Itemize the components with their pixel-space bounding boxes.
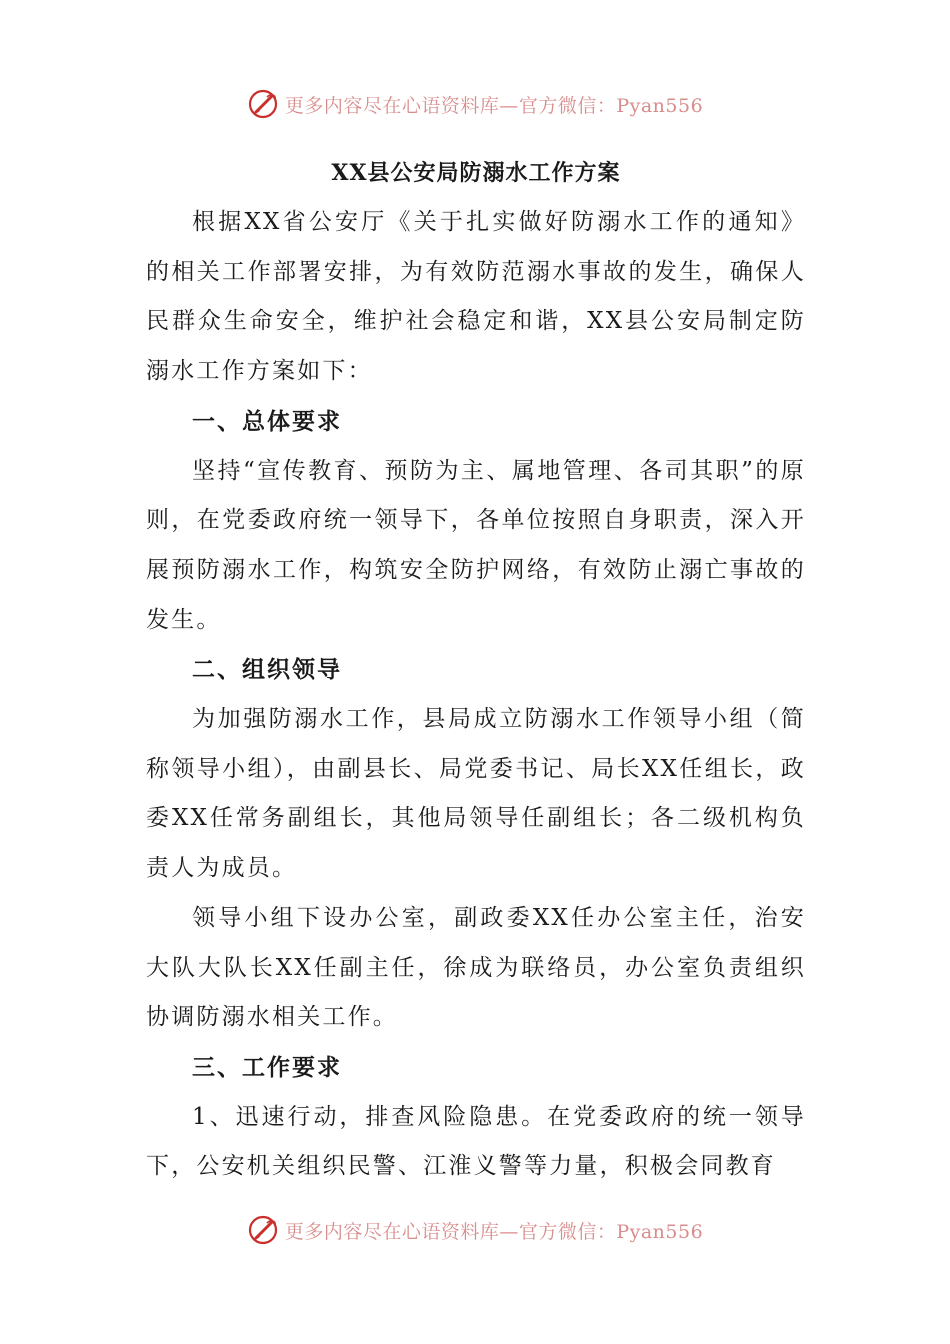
watermark-text: 更多内容尽在心语资料库—官方微信：Pyan556 [284, 1220, 704, 1243]
section-heading-general: 一、总体要求 [192, 407, 342, 435]
section-heading-requirements: 三、工作要求 [192, 1053, 342, 1081]
document-body [146, 148, 806, 1192]
section-requirements-paragraph-1: 1、迅速行动，排查风险隐患。在党委政府的统一领导下，公安机关组织民警、江淮义警等力量，积极会同教育 [146, 1103, 806, 1180]
document-title: XX县公安局防溺水工作方案 [331, 160, 621, 186]
section-organization-paragraph-2: 领导小组下设办公室，副政委XX任办公室主任，治安大队大队长XX任副主任，徐成为联络员，办公室负责组织协调防溺水相关工作。 [146, 904, 806, 1031]
section-general-paragraph: 坚持“宣传教育、预防为主、属地管理、各司其职”的原则，在党委政府统一领导下，各单位按照自身职责，深入开展预防溺水工作，构筑安全防护网络，有效防止溺亡事故的发生。 [146, 457, 806, 633]
header-watermark-banner [0, 84, 950, 124]
section-organization-paragraph-1: 为加强防溺水工作，县局成立防溺水工作领导小组（简称领导小组），由副县长、局党委书记、局长XX任组长，政委XX任常务副组长，其他局领导任副组长；各二级机构负责人为成员。 [146, 706, 806, 882]
watermark-text: 更多内容尽在心语资料库—官方微信：Pyan556 [284, 94, 704, 117]
section-heading-organization: 二、组织领导 [192, 656, 342, 684]
footer-watermark-banner [0, 1210, 950, 1250]
pen-logo-icon [247, 1213, 281, 1247]
pen-logo-icon [247, 87, 281, 121]
intro-paragraph: 根据XX省公安厅《关于扎实做好防溺水工作的通知》的相关工作部署安排，为有效防范溺水事故的发生，确保人民群众生命安全，维护社会稳定和谐，XX县公安局制定防溺水工作方案如下： [146, 209, 806, 385]
